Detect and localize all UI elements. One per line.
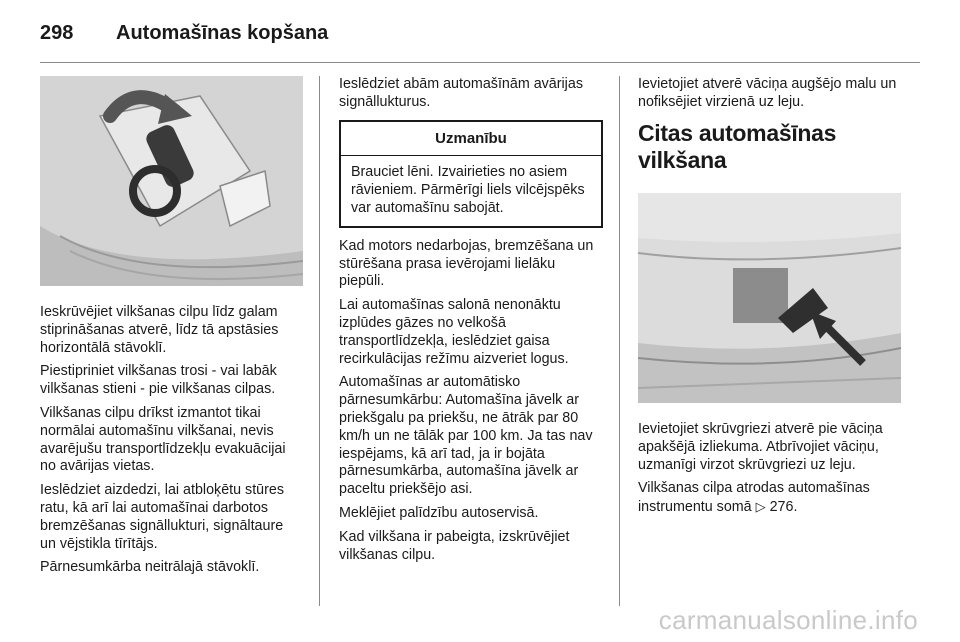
header-rule bbox=[40, 62, 920, 63]
paragraph: Ievietojiet atverē vāciņa augšējo malu un nofiksējiet virzienā uz leju. bbox=[638, 76, 897, 110]
warning-body: Brauciet lēni. Izvairieties no asiem rāvieniem. Pārmērīgi liels vilcējspēks var automašīnu sabojāt. bbox=[351, 164, 585, 216]
paragraph: Kad vilkšana ir pabeigta, izskrūvējiet vilkšanas cilpu. bbox=[339, 528, 570, 563]
paragraph: Kad motors nedarbojas, bremzēšana un stūrēšana prasa ievērojami lielāku piepūli. bbox=[339, 237, 594, 290]
paragraph-text: Vilkšanas cilpa atrodas automašīnas instrumentu somā bbox=[638, 480, 870, 516]
bumper-cover-illustration bbox=[638, 193, 901, 403]
paragraph: Ievietojiet skrūvgriezi atverē pie vāciņa apakšējā izliekuma. Atbrīvojiet vāciņu, uzmanīgi virzot skrūvgriezi uz leju. bbox=[638, 421, 883, 473]
column-divider-1 bbox=[319, 76, 320, 606]
column-3-lower bbox=[638, 421, 902, 523]
column-2 bbox=[339, 76, 603, 570]
paragraph: Ieslēdziet aizdedzi, lai atbloķētu stūres ratu, kā arī lai automašīnai darbotos bremzēšanas signāllukturi, signāltaure un vējstikla tīrītājs. bbox=[40, 482, 284, 552]
column-1 bbox=[40, 304, 302, 583]
paragraph: Pārnesumkārba neitrālajā stāvoklī. bbox=[40, 559, 260, 576]
towing-eye-illustration bbox=[40, 76, 303, 286]
watermark: carmanualsonline.info bbox=[658, 605, 918, 635]
column-divider-2 bbox=[619, 76, 620, 606]
page-reference-triangle-icon[interactable]: ▷ bbox=[755, 499, 766, 515]
page-title: Automašīnas kopšana bbox=[116, 21, 329, 44]
paragraph: Ieslēdziet abām automašīnām avārijas signāllukturus. bbox=[339, 76, 583, 110]
warning-title: Uzmanību bbox=[341, 122, 601, 157]
paragraph-with-reference bbox=[638, 480, 902, 517]
paragraph: Ieskrūvējiet vilkšanas cilpu līdz galam stiprināšanas atverē, līdz tā apstāsies horizontālā stāvoklī. bbox=[40, 304, 279, 356]
column-3 bbox=[638, 76, 902, 186]
paragraph: Vilkšanas cilpu drīkst izmantot tikai normālai automašīnu vilkšanai, nevis avarējušu transportlīdzekļu evakuācijai no avārijas vietas. bbox=[40, 404, 286, 475]
paragraph: Lai automašīnas salonā nenonāktu izplūdes gāzes no velkošā transportlīdzekļa, ieslēdziet gaisa recirkulācijas režīmu aizveriet logus. bbox=[339, 297, 569, 367]
paragraph: Meklējiet palīdzību autoservisā. bbox=[339, 504, 539, 521]
reference-page[interactable]: 276. bbox=[769, 499, 798, 516]
page-header bbox=[40, 18, 328, 48]
page-number: 298 bbox=[40, 21, 74, 44]
paragraph: Automašīnas ar automātisko pārnesumkārbu: Automašīna jāvelk ar priekšgalu pa priekšu, ne ātrāk par 80 km/h un ne tālāk par 100 km. Ja tas nav iespējams, kā arī tad, ja ir bojāta pārnesumkārba, automašīna jāvelk ar paceltu priekšējo asi. bbox=[339, 374, 593, 498]
warning-box bbox=[339, 120, 603, 228]
section-heading: Citas automašīnas vilkšana bbox=[638, 119, 837, 173]
paragraph: Piestipriniet vilkšanas trosi - vai labāk vilkšanas stieni - pie vilkšanas cilpas. bbox=[40, 363, 277, 398]
